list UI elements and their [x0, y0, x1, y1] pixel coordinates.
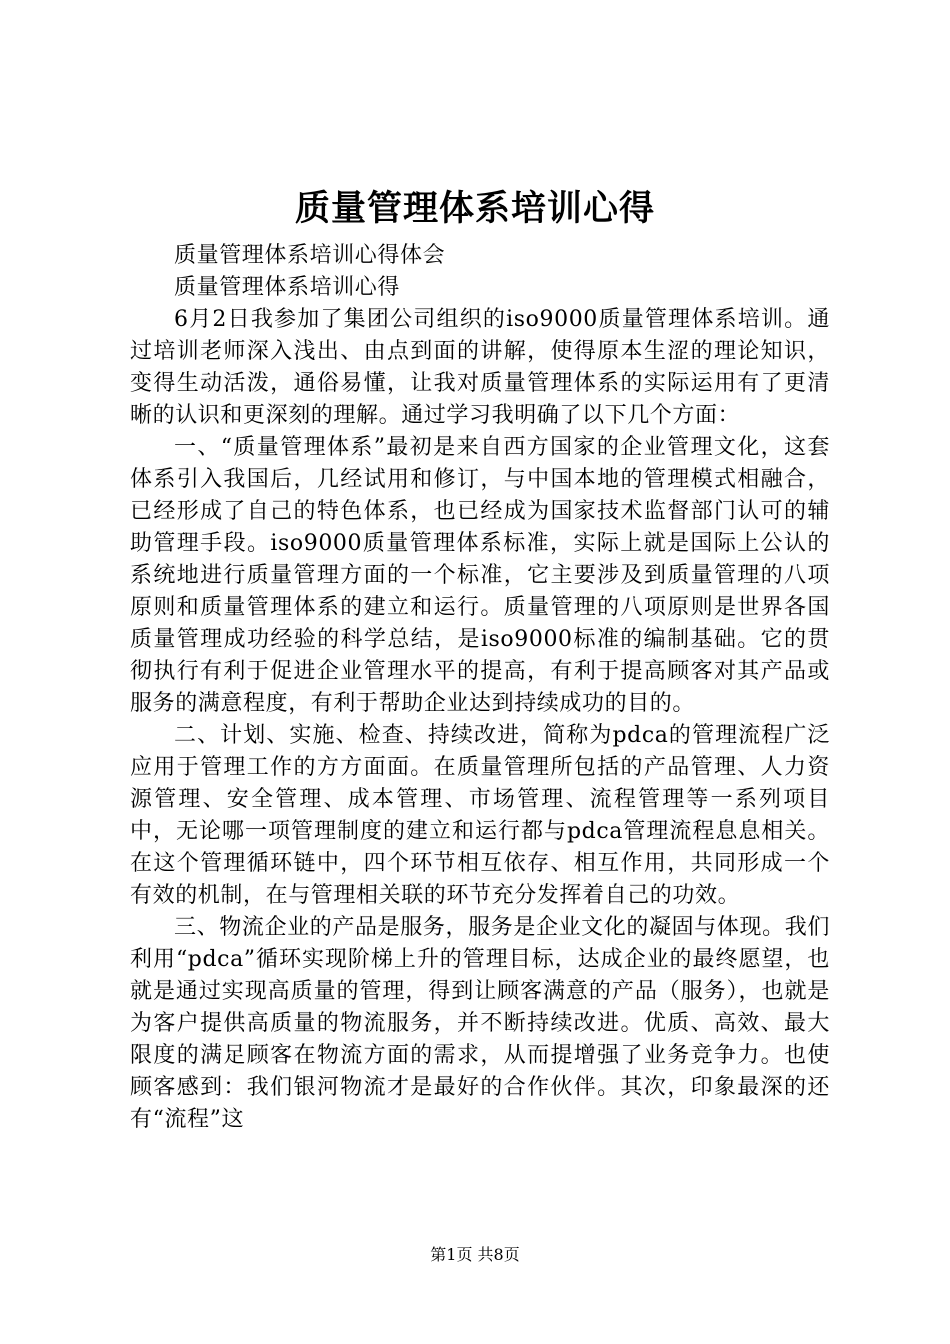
document-title: 质量管理体系培训心得 — [294, 188, 655, 229]
paragraph-intro: 6月2日我参加了集团公司组织的iso9000质量管理体系培训。通过培训老师深入浅出、由点到面的讲解，使得原本生涩的理论知识，变得生动活泼，通俗易懂，让我对质量管理体系的实际运用有了更清晰的认识和更深刻的理解。通过学习我明确了以下几个方面： — [130, 307, 830, 428]
paragraph-point-1: 一、“质量管理体系”最初是来自西方国家的企业管理文化，这套体系引入我国后，几经试用和修订，与中国本地的管理模式相融合，已经形成了自己的特色体系，也已经成为国家技术监督部门认可的辅助管理手段。iso9000质量管理体系标准，实际上就是国际上公认的系统地进行质量管理方面的一个标准，它主要涉及到质量管理的八项原则和质量管理体系的建立和运行。质量管理的八项原则是世界各国质量管理成功经验的科学总结，是iso9000标准的编制基础。它的贯彻执行有利于促进企业管理水平的提高，有利于提高顾客对其产品或服务的满意程度，有利于帮助企业达到持续成功的目的。 — [130, 435, 830, 716]
paragraph-point-3: 三、物流企业的产品是服务，服务是企业文化的凝固与体现。我们利用“pdca”循环实现阶梯上升的管理目标，达成企业的最终愿望，也就是通过实现高质量的管理，得到让顾客满意的产品（服务），也就是为客户提供高质量的物流服务，并不断持续改进。优质、高效、最大限度的满足顾客在物流方面的需求，从而提增强了业务竞争力。也使顾客感到：我们银河物流才是最好的合作伙伴。其次，印象最深的还有“流程”这 — [130, 915, 830, 1132]
page-footer: 第1页 共8页 — [430, 1245, 520, 1264]
paragraph-point-2: 二、计划、实施、检查、持续改进，简称为pdca的管理流程广泛应用于管理工作的方方面面。在质量管理所包括的产品管理、人力资源管理、安全管理、成本管理、市场管理、流程管理等一系列项目中，无论哪一项管理制度的建立和运行都与pdca管理流程息息相关。在这个管理循环链中，四个环节相互依存、相互作用，共同形成一个有效的机制，在与管理相关联的环节充分发挥着自己的功效。 — [130, 723, 830, 908]
subtitle-line-1: 质量管理体系培训心得体会 — [174, 243, 446, 268]
subtitle-line-2: 质量管理体系培训心得 — [174, 275, 401, 300]
document-body — [130, 240, 830, 1136]
